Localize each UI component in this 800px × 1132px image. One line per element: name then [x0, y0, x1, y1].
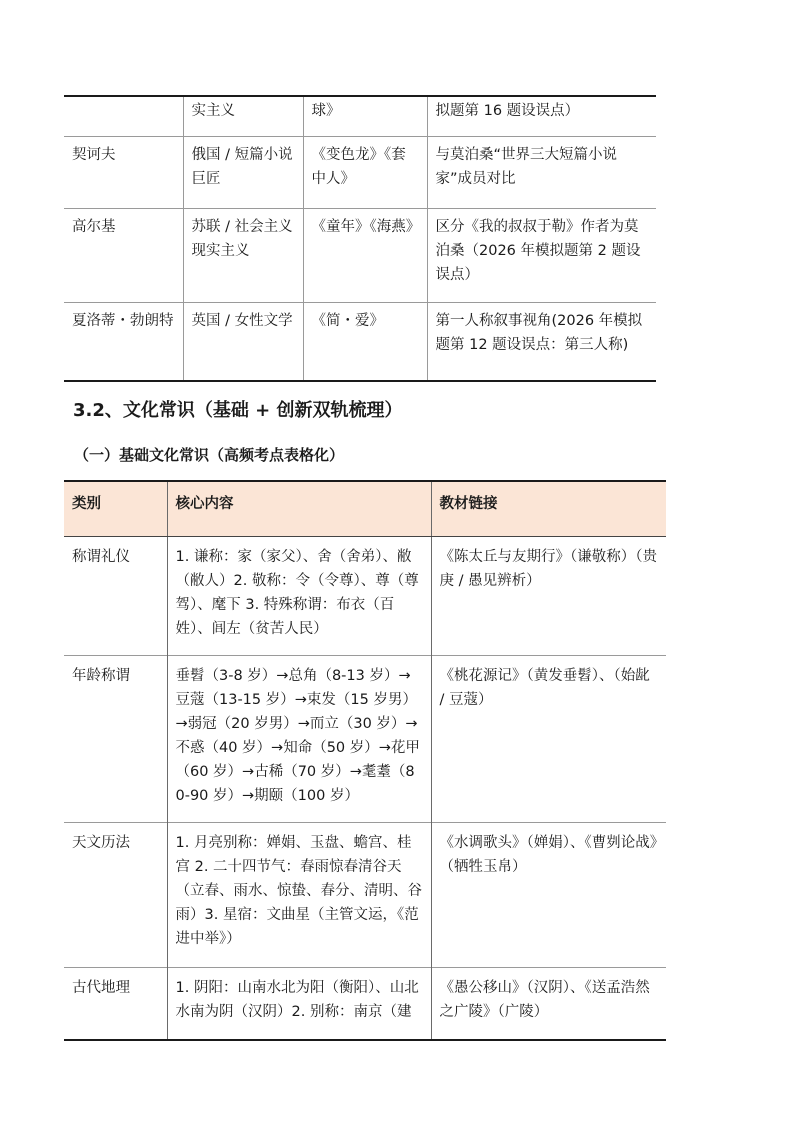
author-cell: 高尔基	[64, 208, 183, 302]
table-row	[64, 968, 666, 1040]
category-cell: 天文历法	[64, 823, 167, 968]
table-row	[64, 208, 656, 302]
author-cell	[64, 96, 183, 136]
note-cell: 第一人称叙事视角(2026 年模拟题第 12 题设误点：第三人称)	[427, 302, 656, 381]
table-row	[64, 136, 656, 208]
category-cell: 古代地理	[64, 968, 167, 1040]
link-cell: 《桃花源记》（黄发垂髫）、（始龀 / 豆蔻）	[431, 656, 666, 823]
header-content: 核心内容	[167, 481, 431, 537]
content-cell: 1. 谦称：家（家父）、舍（舍弟）、敝（敝人）2. 敬称：令（令尊）、尊（尊驾）、麾下 3. 特殊称谓：布衣（百姓）、闾左（贫苦人民）	[167, 537, 431, 656]
content-cell: 1. 月亮别称：婵娟、玉盘、蟾宫、桂宫 2. 二十四节气：春雨惊春清谷天（立春、雨水、惊蛰、春分、清明、谷雨）3. 星宿：文曲星（主管文运，《范进中举》）	[167, 823, 431, 968]
country-cell: 实主义	[183, 96, 303, 136]
works-cell: 球》	[303, 96, 427, 136]
culture-table	[64, 480, 666, 1041]
table-row	[64, 537, 666, 656]
author-table	[64, 95, 656, 382]
category-cell: 称谓礼仪	[72, 549, 130, 565]
header-category: 类别	[64, 481, 167, 537]
content-cell: 垂髫（3-8 岁）→总角（8-13 岁）→豆蔻（13-15 岁）→束发（15 岁男）→弱冠（20 岁男）→而立（30 岁）→不惑（40 岁）→知命（50 岁）→花甲（60 岁）→古稀（70 岁）→耄耋（80-90 岁）→期颐（100 岁）	[167, 656, 431, 823]
section-heading: 3.2、文化常识（基础 + 创新双轨梳理）	[73, 400, 403, 421]
author-cell: 契诃夫	[64, 136, 183, 208]
table-row	[64, 823, 666, 968]
table-row	[64, 302, 656, 381]
note-cell: 与莫泊桑“世界三大短篇小说家”成员对比	[427, 136, 656, 208]
table-header-row	[64, 481, 666, 537]
works-cell: 《变色龙》《套中人》	[303, 136, 427, 208]
link-cell: 《愚公移山》（汉阴）、《送孟浩然之广陵》（广陵）	[431, 968, 666, 1040]
country-cell: 俄国 / 短篇小说巨匠	[183, 136, 303, 208]
content-cell: 1. 阴阳：山南水北为阳（衡阳）、山北水南为阴（汉阴）2. 别称：南京（建	[167, 968, 431, 1040]
link-cell: 《陈太丘与友期行》（谦敬称）（贵庚 / 愚见辨析）	[431, 537, 666, 656]
header-link: 教材链接	[431, 481, 666, 537]
works-cell: 《童年》《海燕》	[303, 208, 427, 302]
author-cell: 夏洛蒂・勃朗特	[64, 302, 183, 381]
works-cell: 《简・爱》	[303, 302, 427, 381]
link-cell: 《水调歌头》（婵娟）、《曹刿论战》（牺牲玉帛）	[431, 823, 666, 968]
subsection-heading: （一）基础文化常识（高频考点表格化）	[74, 446, 345, 464]
country-cell: 英国 / 女性文学	[183, 302, 303, 381]
country-cell: 苏联 / 社会主义现实主义	[183, 208, 303, 302]
table-row	[64, 656, 666, 823]
category-cell: 年龄称谓	[64, 656, 167, 823]
note-cell: 区分《我的叔叔于勒》作者为莫泊桑（2026 年模拟题第 2 题设误点）	[427, 208, 656, 302]
table-row	[64, 96, 656, 136]
note-cell: 拟题第 16 题设误点）	[427, 96, 656, 136]
